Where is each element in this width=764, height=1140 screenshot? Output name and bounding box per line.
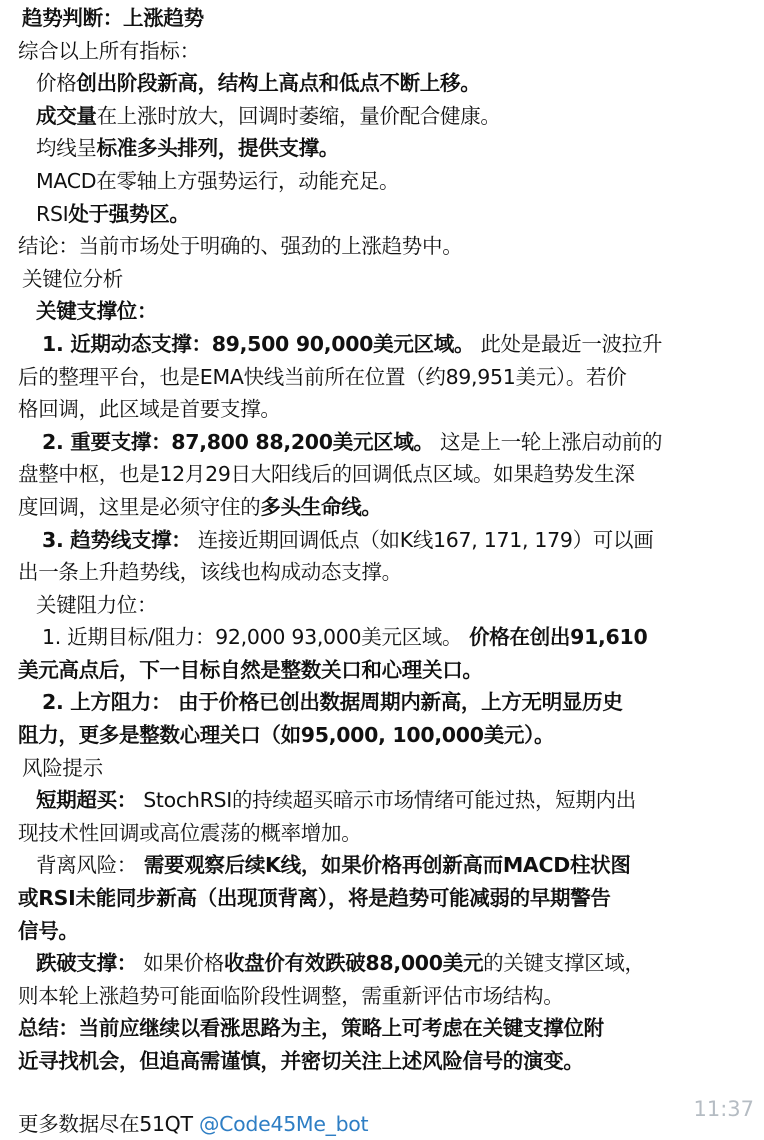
subsection-heading: 关键支撑位：: [36, 299, 158, 324]
text-line: 价格创出阶段新高，结构上高点和低点不断上移。: [36, 71, 481, 96]
text-line: 背离风险： 需要观察后续K线，如果价格再创新高而MACD柱状图: [36, 853, 631, 878]
text-line: 成交量在上涨时放大，回调时萎缩，量价配合健康。: [36, 103, 501, 128]
bot-mention-link[interactable]: @Code45Me_bot: [198, 1111, 369, 1136]
text-line: 均线呈标准多头排列，提供支撑。: [36, 136, 340, 161]
conclusion-line: 结论：当前市场处于明确的、强劲的上涨趋势中。: [18, 234, 463, 259]
text-line: 格回调，此区域是首要支撑。: [18, 397, 281, 422]
footer-text: 更多数据尽在51QT: [18, 1111, 199, 1136]
text-line: 综合以上所有指标：: [18, 38, 200, 63]
text-line: 则本轮上涨趋势可能面临阶段性调整，需重新评估市场结构。: [18, 983, 564, 1008]
text-line: RSI处于强势区。: [36, 201, 190, 226]
summary-line: 近寻找机会，但追高需谨慎，并密切关注上述风险信号的演变。: [18, 1049, 584, 1073]
text-line: 3. 趋势线支撑： 连接近期回调低点（如K线167, 171, 179）可以画: [42, 527, 654, 552]
text-line: MACD在零轴上方强势运行，动能充足。: [36, 168, 400, 193]
text-line: 1. 近期动态支撑：89,500 90,000美元区域。 此处是最近一波拉升: [42, 331, 663, 356]
trend-heading: 趋势判断：上涨趋势: [22, 6, 204, 30]
text-line: 美元高点后，下一目标自然是整数关口和心理关口。: [18, 657, 483, 682]
text-line: 或RSI未能同步新高（出现顶背离），将是趋势可能减弱的早期警告: [18, 886, 611, 911]
message-timestamp: 11:37: [693, 1097, 754, 1121]
text-line: 后的整理平台，也是EMA快线当前所在位置（约89,951美元）。若价: [18, 364, 627, 389]
summary-line: 总结：当前应继续以看涨思路为主，策略上可考虑在关键支撑位附: [18, 1016, 604, 1041]
text-line: 1. 近期目标/阻力：92,000 93,000美元区域。 价格在创出91,610: [42, 625, 648, 650]
section-heading: 关键位分析: [22, 266, 123, 291]
spacer: [18, 1078, 750, 1106]
text-line: 2. 重要支撑：87,800 88,200美元区域。 这是上一轮上涨启动前的: [42, 429, 663, 454]
footer-line: [18, 1108, 750, 1140]
text-line: 信号。: [18, 918, 79, 943]
text-line: 2. 上方阻力： 由于价格已创出数据周期内新高，上方无明显历史: [42, 690, 623, 715]
text-line: 盘整中枢，也是12月29日大阳线后的回调低点区域。如果趋势发生深: [18, 462, 635, 487]
text-line: 出一条上升趋势线，该线也构成动态支撑。: [18, 560, 402, 585]
text-line: 短期超买： StochRSI的持续超买暗示市场情绪可能过热，短期内出: [36, 788, 636, 813]
text-line: 跌破支撑： 如果价格收盘价有效跌破88,000美元的关键支撑区域，: [36, 951, 645, 976]
text-line: 现技术性回调或高位震荡的概率增加。: [18, 820, 362, 845]
section-heading: 风险提示: [22, 755, 103, 780]
text-line: 阻力，更多是整数心理关口（如95,000, 100,000美元）。: [18, 723, 555, 748]
text-line: 度回调，这里是必须守住的多头生命线。: [18, 494, 382, 519]
subsection-heading: 关键阻力位：: [36, 592, 158, 617]
